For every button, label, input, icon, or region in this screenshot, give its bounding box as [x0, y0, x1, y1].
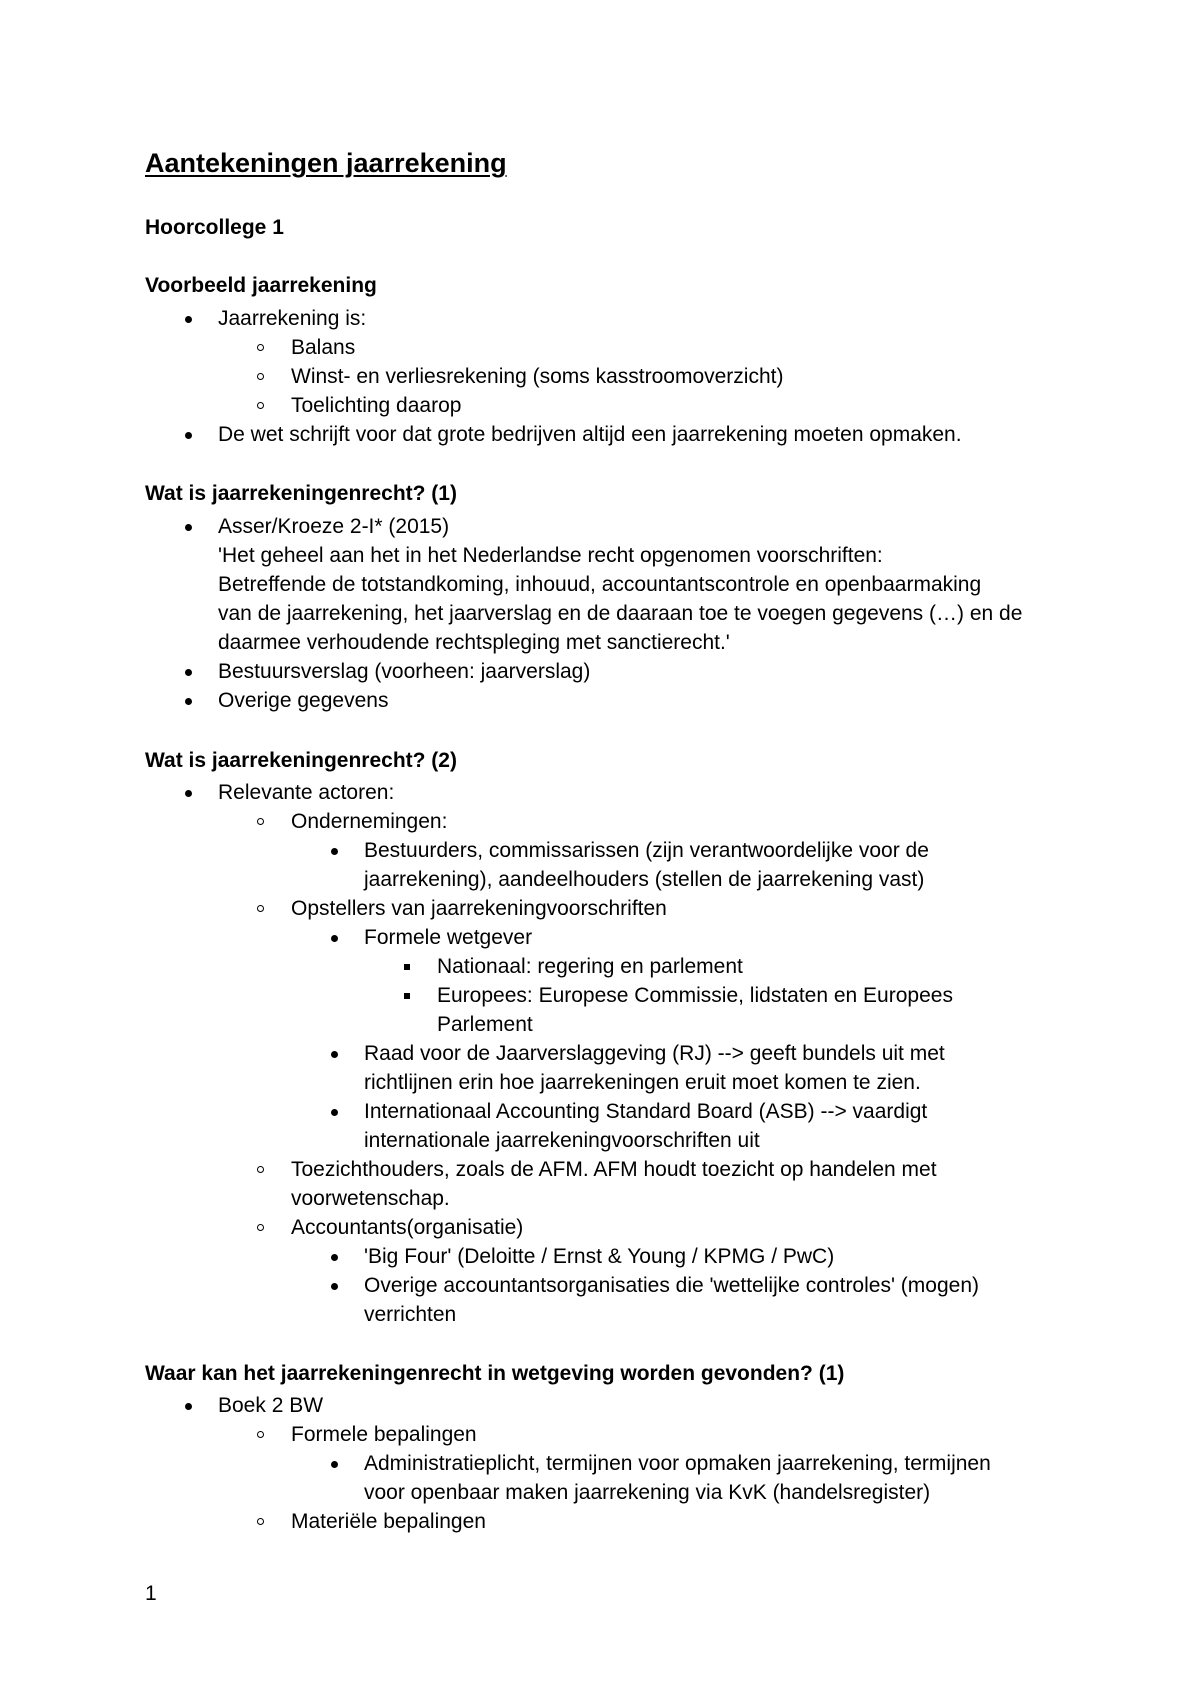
bullet-icon — [178, 1391, 198, 1420]
circle-bullet-icon — [250, 391, 270, 420]
circle-bullet-icon — [250, 1507, 270, 1536]
bullet-icon — [178, 778, 198, 807]
circle-bullet-icon — [250, 333, 270, 362]
list-item: Europees: Europese Commissie, lidstaten en Europees — [437, 984, 953, 1007]
list-item: Toelichting daarop — [291, 394, 462, 417]
list-item: Relevante actoren: — [218, 781, 395, 804]
quote-line: van de jaarrekening, het jaarverslag en de daaraan toe te voegen gegevens (…) en de — [218, 602, 1023, 625]
bullet-icon — [178, 686, 198, 715]
list-item: Formele wetgever — [364, 926, 533, 949]
list-item-continuation: Parlement — [437, 1013, 533, 1036]
list-item: Formele bepalingen — [291, 1423, 477, 1446]
circle-bullet-icon — [250, 1420, 270, 1449]
list-item: Administratieplicht, termijnen voor opmaken jaarrekening, termijnen — [364, 1452, 991, 1475]
bullet-icon — [178, 420, 198, 449]
circle-bullet-icon — [250, 894, 270, 923]
list-item-continuation: richtlijnen erin hoe jaarrekeningen eruit moet komen te zien. — [364, 1071, 921, 1094]
bullet-icon — [178, 304, 198, 333]
list-item: Materiële bepalingen — [291, 1510, 486, 1533]
section-heading-wetgeving-1: Waar kan het jaarrekeningenrecht in wetgeving worden gevonden? (1) — [145, 1362, 845, 1385]
list-item: Opstellers van jaarrekeningvoorschriften — [291, 897, 667, 920]
circle-bullet-icon — [250, 362, 270, 391]
quote-line: 'Het geheel aan het in het Nederlandse recht opgenomen voorschriften: — [218, 544, 883, 567]
square-bullet-icon — [397, 952, 417, 981]
list-item: Toezichthouders, zoals de AFM. AFM houdt toezicht op handelen met — [291, 1158, 937, 1181]
list-item-continuation: voorwetenschap. — [291, 1187, 450, 1210]
list-item: Boek 2 BW — [218, 1394, 324, 1417]
circle-bullet-icon — [250, 1155, 270, 1184]
section-heading-jaarrekeningenrecht-2: Wat is jaarrekeningenrecht? (2) — [145, 749, 457, 772]
list-item: Ondernemingen: — [291, 810, 448, 833]
bullet-icon — [324, 923, 344, 952]
bullet-icon — [324, 1449, 344, 1478]
quote-line: Betreffende de totstandkoming, inhouud, accountantscontrole en openbaarmaking — [218, 573, 982, 596]
quote-line: daarmee verhoudende rechtspleging met sanctierecht.' — [218, 631, 730, 654]
list-item: Raad voor de Jaarverslaggeving (RJ) --> geeft bundels uit met — [364, 1042, 945, 1065]
list-item: Accountants(organisatie) — [291, 1216, 524, 1239]
document-title: Aantekeningen jaarrekening — [145, 148, 507, 178]
list-item-continuation: internationale jaarrekeningvoorschriften uit — [364, 1129, 760, 1152]
list-item: Bestuursverslag (voorheen: jaarverslag) — [218, 660, 591, 683]
list-item: Jaarrekening is: — [218, 307, 367, 330]
bullet-icon — [324, 1039, 344, 1068]
list-item: Nationaal: regering en parlement — [437, 955, 743, 978]
bullet-icon — [178, 512, 198, 541]
section-heading-voorbeeld: Voorbeeld jaarrekening — [145, 274, 377, 297]
list-item: Internationaal Accounting Standard Board (ASB) --> vaardigt — [364, 1100, 928, 1123]
bullet-icon — [324, 836, 344, 865]
list-item-continuation: jaarrekening), aandeelhouders (stellen de jaarrekening vast) — [364, 868, 925, 891]
list-item: Bestuurders, commissarissen (zijn verantwoordelijke voor de — [364, 839, 929, 862]
bullet-icon — [324, 1097, 344, 1126]
bullet-icon — [324, 1242, 344, 1271]
section-heading-jaarrekeningenrecht-1: Wat is jaarrekeningenrecht? (1) — [145, 482, 457, 505]
bullet-icon — [324, 1271, 344, 1300]
list-item: 'Big Four' (Deloitte / Ernst & Young / KPMG / PwC) — [364, 1245, 835, 1268]
list-item: Asser/Kroeze 2-I* (2015) — [218, 515, 450, 538]
circle-bullet-icon — [250, 1213, 270, 1242]
bullet-icon — [178, 657, 198, 686]
list-item: Winst- en verliesrekening (soms kasstroomoverzicht) — [291, 365, 784, 388]
page-number: 1 — [145, 1582, 157, 1605]
list-item: De wet schrijft voor dat grote bedrijven altijd een jaarrekening moeten opmaken. — [218, 423, 962, 446]
circle-bullet-icon — [250, 807, 270, 836]
list-item-continuation: verrichten — [364, 1303, 457, 1326]
list-item: Balans — [291, 336, 356, 359]
square-bullet-icon — [397, 981, 417, 1010]
list-item: Overige gegevens — [218, 689, 389, 712]
list-item-continuation: voor openbaar maken jaarrekening via KvK (handelsregister) — [364, 1481, 931, 1504]
list-item: Overige accountantsorganisaties die 'wettelijke controles' (mogen) — [364, 1274, 979, 1297]
lecture-heading: Hoorcollege 1 — [145, 216, 284, 239]
